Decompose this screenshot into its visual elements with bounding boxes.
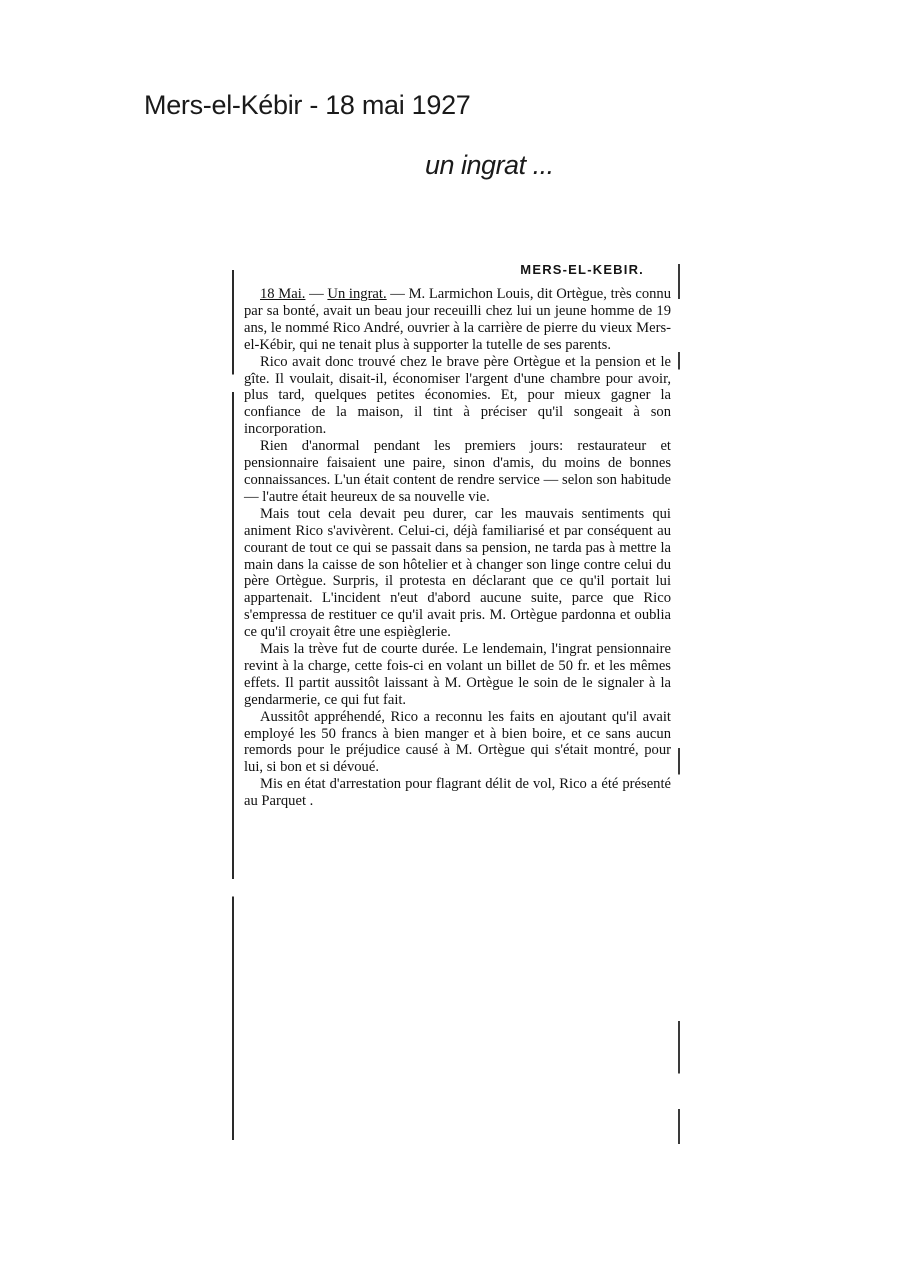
page-title: Mers-el-Kébir - 18 mai 1927 [144,90,471,120]
article-paragraph [244,286,671,354]
article-date: 18 Mai. [260,286,306,302]
clipping-rubric: MERS-EL-KEBIR. [520,262,644,277]
page-subtitle: un ingrat ... [425,150,554,180]
article-paragraph: Mis en état d'arrestation pour flagrant délit de vol, Rico a été présenté au Parquet . [244,776,671,810]
article-paragraph: Aussitôt appréhendé, Rico a reconnu les faits en ajoutant qu'il avait employé les 50 francs à bien manger et à bien boire, et ce sans aucun remords pour le préjudice causé à M. Ortègue qui s'était montré, pour lui, si bon et si dévoué. [244,708,671,776]
article-paragraph: Mais la trève fut de courte durée. Le lendemain, l'ingrat pensionnaire revint à la charge, cette fois-ci en volant un billet de 50 fr. et les mêmes effets. Il partit aussitôt laissant à M. Ortègue le soin de le signaler à la gendarmerie, ce qui fut fait. [244,641,671,708]
article-paragraph: Rien d'anormal pendant les premiers jours: restaurateur et pensionnaire faisaient une paire, sinon d'amis, du moins de bonnes connaissances. L'un était content de rendre service — selon son habitude — l'autre était heureux de sa nouvelle vie. [244,438,671,505]
column-rule-left [232,270,234,1140]
article-paragraph-text: — M. Larmichon Louis, dit Ortègue, très connu par sa bonté, avait un beau jour receuilli chez lui un jeune homme de 19 ans, le nommé Rico André, ouvrier à la carrière de pierre du vieux Mers-el-Kébir, qui ne tenait plus à supporter la tutelle de ses parents. [244,286,672,353]
article-paragraph: Mais tout cela devait peu durer, car les mauvais sentiments qui animent Rico s'avivèrent. Celui-ci, déjà familiarisé et par conséquent au courant de tout ce qui se passait dans sa pension, ne tarda pas à mettre la main dans la caisse de son hôtelier et à changer son linge contre celui du père Ortègue. Surpris, il protesta en déclarant que ce qu'il portait lui appartenait. L'incident n'eut d'abord aucune suite, parce que Rico s'empressa de restituer ce qu'il avait pris. M. Ortègue pardonna et oublia ce qu'il croyait être une espièglerie. [244,505,671,641]
article-separator: — [305,286,328,302]
article-body [244,286,671,810]
column-rule-right [678,264,680,1144]
newspaper-clipping [232,262,680,1150]
article-paragraph: Rico avait donc trouvé chez le brave père Ortègue et la pension et le gîte. Il voulait, disait-il, économiser l'argent d'une chambre pour avoir, plus tard, quelques petites économies. Et, pour mieux gagner la confiance de la maison, il tint à préciser qu'il songeait à son incorporation. [244,353,671,438]
article-title: Un ingrat. [327,286,387,302]
